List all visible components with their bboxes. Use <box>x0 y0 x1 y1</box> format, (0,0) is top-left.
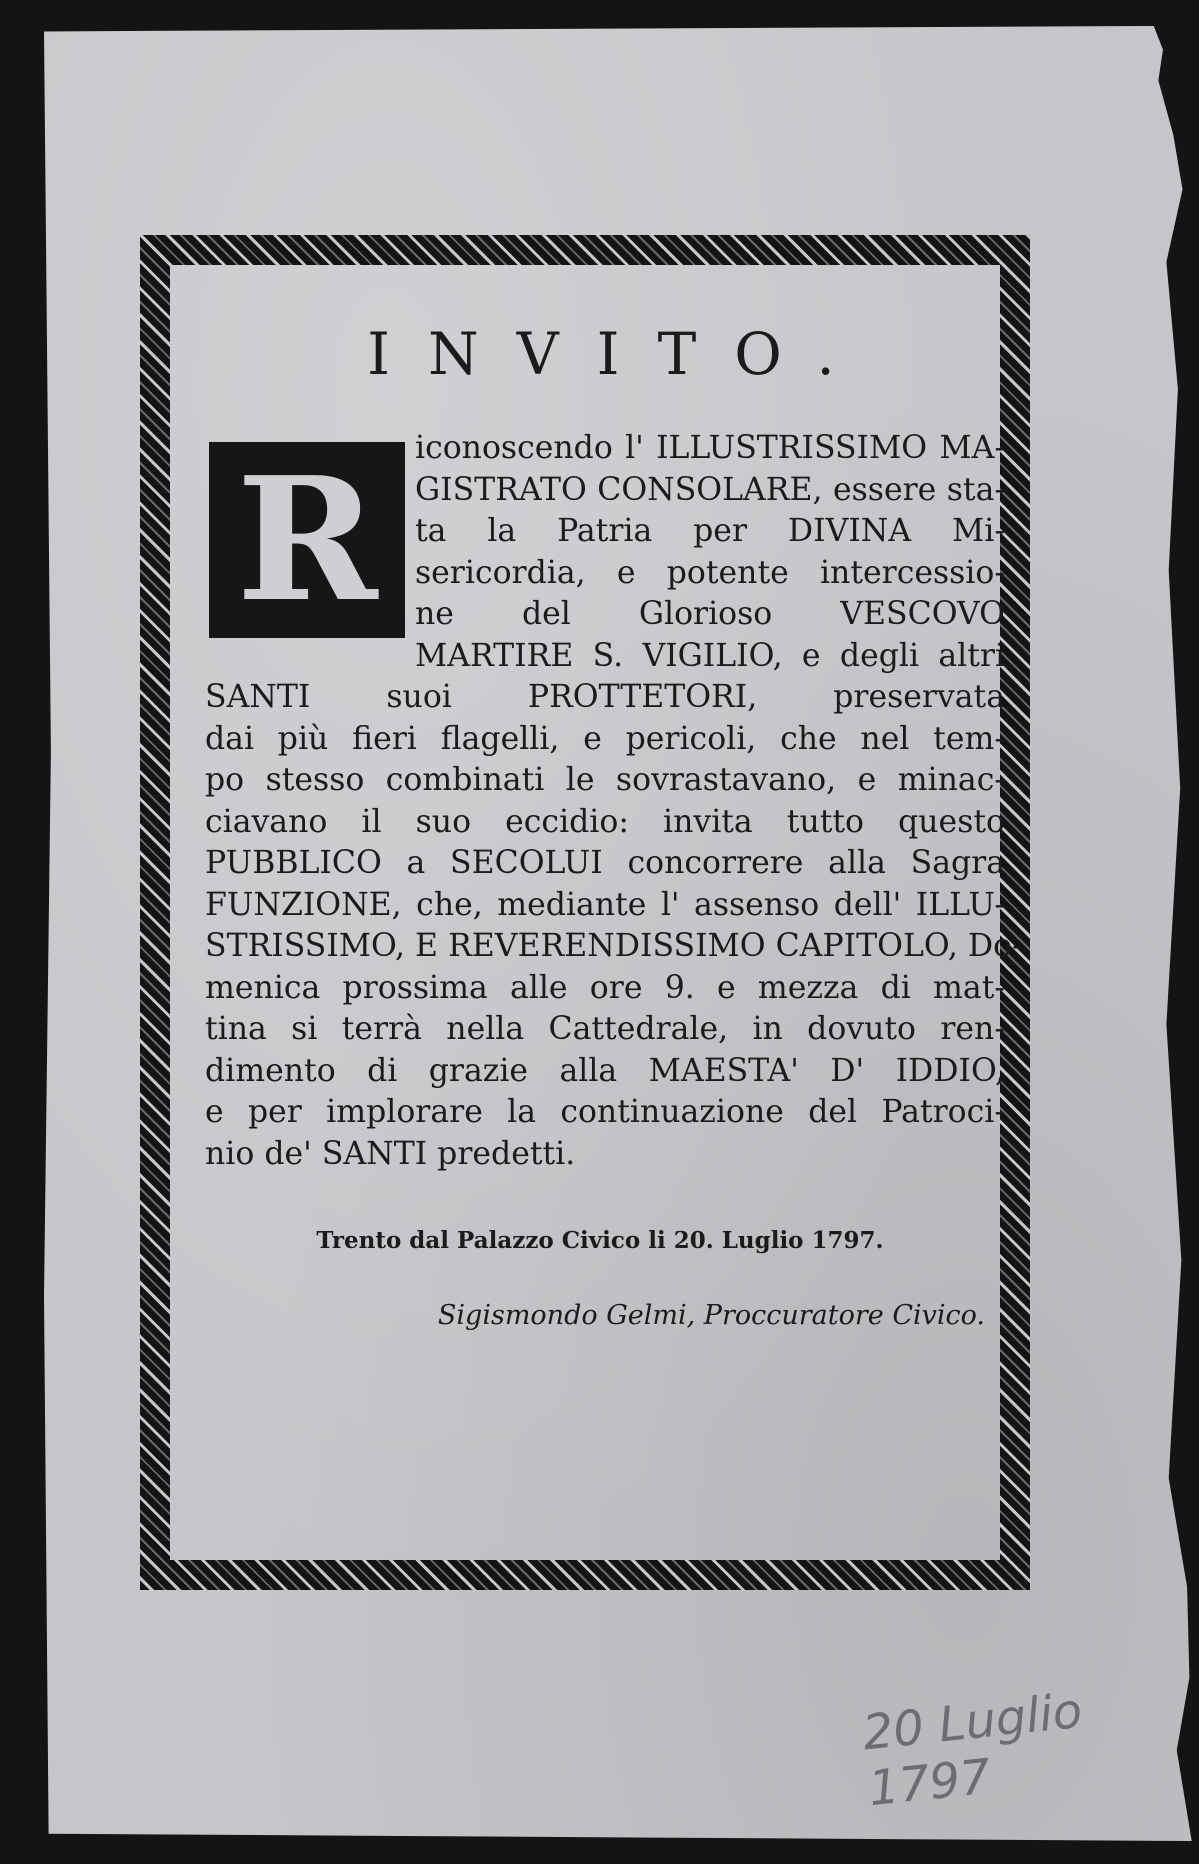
document-title: INVITO. <box>367 320 873 388</box>
text-line: iconoscendo l' ILLUSTRISSIMO MA- <box>415 430 1005 466</box>
text-line: ciavano il suo eccidio: invita tutto questo <box>205 803 1005 840</box>
text-line: MARTIRE S. VIGILIO, e degli altri <box>415 637 1005 674</box>
text-line: tina si terrà nella Cattedrale, in dovuto ren- <box>205 1011 1005 1047</box>
document-body <box>205 320 1023 1331</box>
text-line: sericordia, e potente intercessio- <box>415 554 1005 591</box>
text-line: PUBBLICO a SECOLUI concorrere alla Sagra <box>205 845 1005 881</box>
date-line: Trento dal Palazzo Civico li 20. Luglio 1797. <box>316 1227 884 1254</box>
handwritten-note: 20 Luglio 1797 <box>860 1682 1085 1818</box>
text-line: SANTI suoi PROTTETORI, preservata <box>205 679 1005 715</box>
text-line: GISTRATO CONSOLARE, essere sta- <box>415 471 1005 508</box>
text-line: nio de' SANTI predetti. <box>205 1135 576 1172</box>
text-line: po stesso combinati le sovrastavano, e minac- <box>205 762 1005 798</box>
drop-cap <box>209 442 405 638</box>
signature: Sigismondo Gelmi, Proccuratore Civico. <box>437 1300 985 1331</box>
text-line: STRISSIMO, E REVERENDISSIMO CAPITOLO, Do- <box>205 928 1023 964</box>
drop-cap-letter: R <box>236 440 378 640</box>
text-line: menica prossima alle ore 9. e mezza di mat- <box>205 969 1005 1006</box>
text-line: dimento di grazie alla MAESTA' D' IDDIO, <box>205 1052 1005 1089</box>
text-line: FUNZIONE, che, mediante l' assenso dell' ILLU- <box>205 886 1005 923</box>
text-line: ne del Glorioso VESCOVO <box>415 596 1005 632</box>
text-line: ta la Patria per DIVINA Mi- <box>415 513 1005 549</box>
text-line: dai più fieri flagelli, e pericoli, che nel tem- <box>205 720 1005 757</box>
text-line: e per implorare la continuazione del Patroci- <box>205 1094 1005 1130</box>
